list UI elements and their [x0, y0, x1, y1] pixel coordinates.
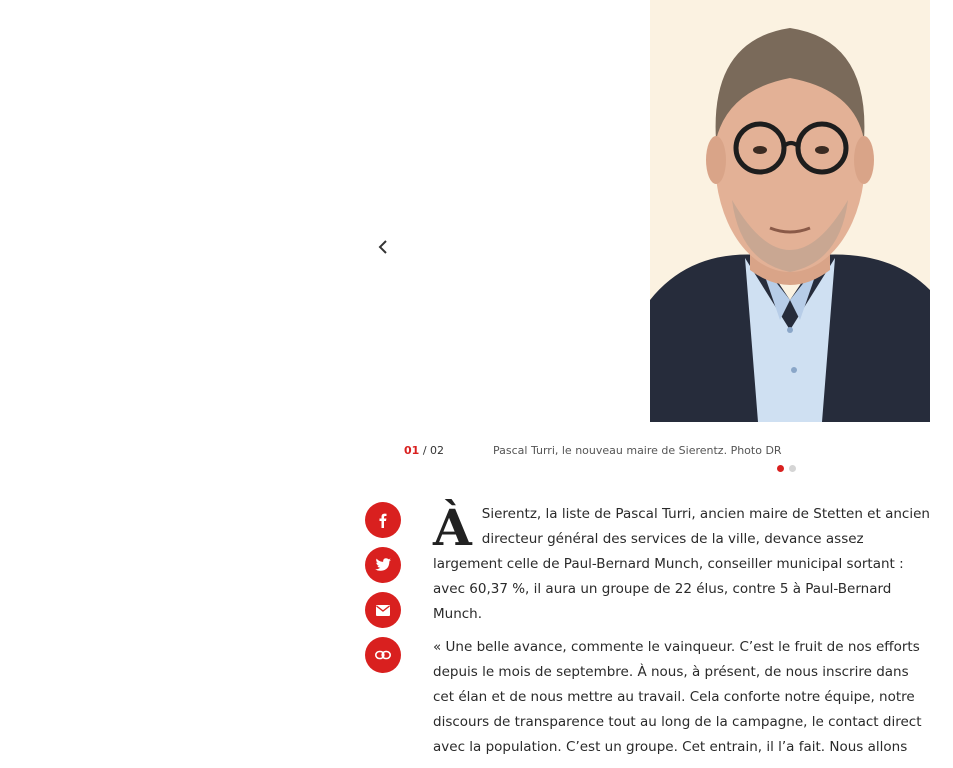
share-bar: [365, 502, 401, 673]
slide-photo: [650, 0, 930, 422]
slider-prev-button[interactable]: [372, 234, 394, 260]
article-paragraph-2: « Une belle avance, commente le vainqueur. C’est le fruit de nos efforts depuis le mois de septembre. À nous, à présent, de nous inscrire dans cet élan et de nous mettre au travail. Cela conforte notre équipe, notre discours de transparence tout au long de la campagne, le contact direct avec la population. C’est un groupe. Cet entrain, il l’a fait. Nous allons: [433, 639, 922, 755]
email-icon: [376, 605, 390, 616]
dropcap: À: [433, 498, 472, 557]
slider-dots: [777, 465, 796, 472]
slide-counter-total: 02: [430, 444, 445, 457]
slider-dot-2[interactable]: [789, 465, 796, 472]
article-body: [433, 498, 933, 768]
share-email-button[interactable]: [365, 592, 401, 628]
facebook-icon: [375, 512, 391, 528]
share-link-button[interactable]: [365, 637, 401, 673]
slide-counter-separator: /: [422, 444, 427, 457]
slider-dot-1[interactable]: [777, 465, 784, 472]
link-icon: [375, 650, 391, 660]
paragraph-1-text: Sierentz, la liste de Pascal Turri, ancien maire de Stetten et ancien directeur général des services de la ville, devance assez largement celle de Paul-Bernard Munch, conseiller municipal sortant : avec 60,37 %, il aura un groupe de 22 élus, contre 5 à Paul-Bernard Munch.: [433, 506, 930, 622]
article-paragraph-1: [433, 498, 933, 627]
share-twitter-button[interactable]: [365, 547, 401, 583]
slide-counter-current: 01: [404, 444, 420, 457]
twitter-icon: [375, 558, 391, 572]
slide-counter: [404, 444, 444, 457]
portrait-image: [650, 0, 930, 422]
chevron-left-icon: [377, 239, 389, 255]
photo-caption: Pascal Turri, le nouveau maire de Sierentz. Photo DR: [493, 444, 782, 457]
share-facebook-button[interactable]: [365, 502, 401, 538]
